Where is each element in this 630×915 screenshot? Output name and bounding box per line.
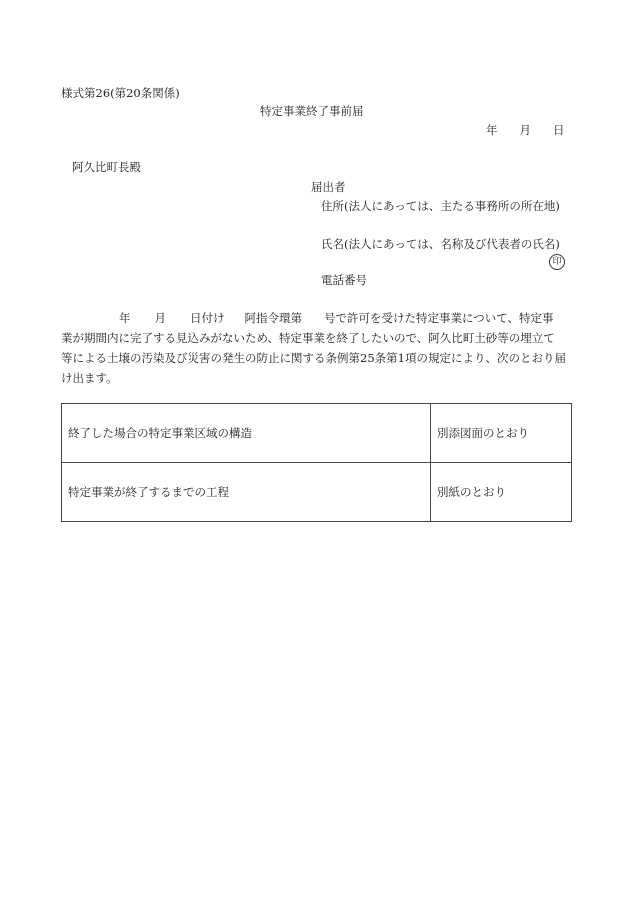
- body-line-3: 等による土壌の汚染及び災害の発生の防止に関する条例第25条第1項の規定により、次のとおり届: [61, 351, 566, 365]
- body-year: 年: [119, 311, 131, 325]
- body-day-dated: 日付け: [190, 311, 225, 325]
- applicant-label: 届出者: [311, 180, 346, 194]
- table-row: [62, 404, 572, 463]
- date-day: 日: [553, 123, 565, 137]
- date-year: 年: [486, 123, 498, 137]
- body-line-4: け出ます。: [61, 371, 118, 385]
- addressee: 阿久比町長殿: [72, 160, 141, 174]
- body-line-2: 業が期間内に完了する見込みがないため、特定事業を終了したいので、阿久比町土砂等の埋立て: [61, 331, 555, 345]
- body-line-1: [61, 308, 575, 328]
- phone-label: 電話番号: [321, 273, 367, 287]
- body-month: 月: [154, 311, 166, 325]
- date-line: [486, 123, 565, 137]
- body-line1-rest: 号で許可を受けた特定事業について、特定事: [324, 311, 554, 325]
- body-paragraph: [61, 308, 575, 388]
- body-permit-prefix: 阿指令環第: [244, 311, 302, 325]
- date-month: 月: [519, 123, 531, 137]
- table-row: [62, 463, 572, 522]
- seal-icon: 印: [549, 254, 565, 270]
- table-cell-value: 別紙のとおり: [431, 463, 572, 522]
- table-cell-value: 別添図面のとおり: [431, 404, 572, 463]
- address-label: 住所(法人にあっては、主たる事務所の所在地): [321, 199, 560, 213]
- table-cell-item: 特定事業が終了するまでの工程: [62, 463, 431, 522]
- document-title: 特定事業終了事前届: [260, 104, 364, 118]
- name-label: 氏名(法人にあっては、名称及び代表者の氏名): [321, 237, 560, 251]
- info-table: [61, 403, 572, 522]
- table-cell-item: 終了した場合の特定事業区域の構造: [62, 404, 431, 463]
- form-number: 様式第26(第20条関係): [61, 86, 180, 100]
